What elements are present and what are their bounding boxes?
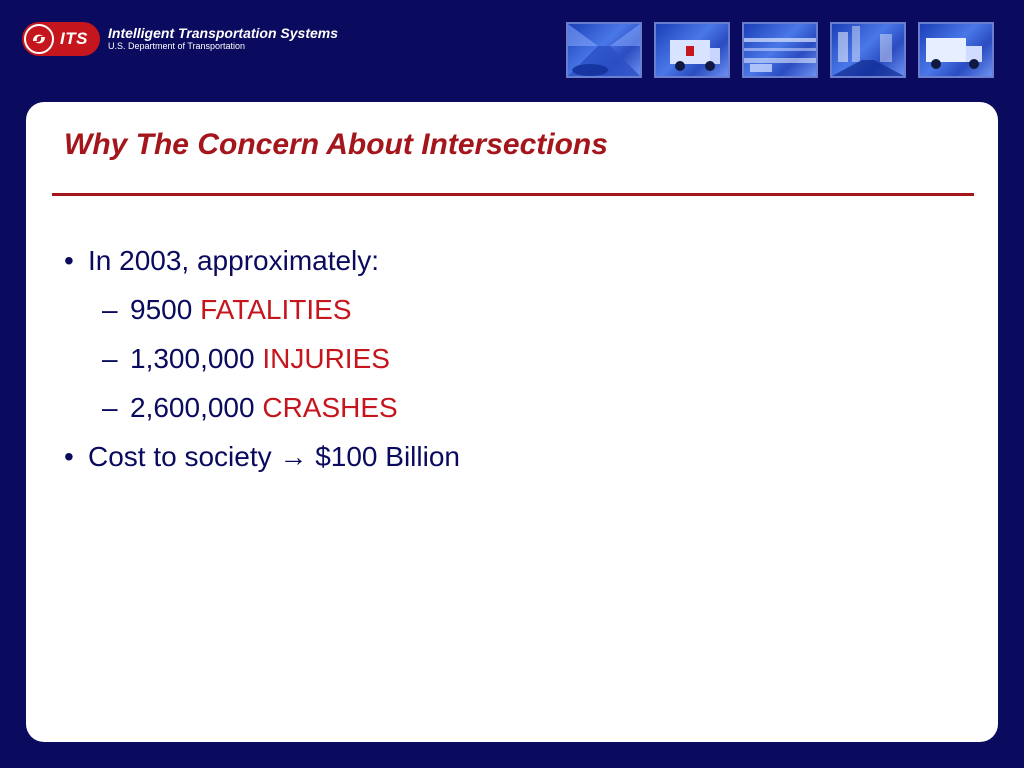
- bullet-marker: •: [64, 441, 74, 472]
- bullet-text: Cost to society: [88, 441, 272, 472]
- sub-bullet-item: [64, 334, 460, 383]
- content-panel: [26, 102, 998, 742]
- cost-value: $100 Billion: [315, 441, 460, 472]
- its-logo: [22, 22, 338, 56]
- logo-badge: [22, 22, 100, 56]
- header-thumbnails: [566, 22, 994, 78]
- bullet-marker: •: [64, 245, 74, 276]
- sub-bullet-item: [64, 383, 460, 432]
- bullet-item: [64, 236, 460, 285]
- bullet-list: [64, 236, 460, 481]
- stat-label: FATALITIES: [200, 294, 352, 325]
- logo-text: ITS: [60, 29, 88, 48]
- org-dept: U.S. Department of Transportation: [108, 40, 246, 51]
- dash-marker: –: [102, 343, 118, 374]
- stat-label: CRASHES: [262, 392, 398, 423]
- dash-marker: –: [102, 294, 118, 325]
- org-block: [108, 26, 338, 51]
- dot-swirl-icon: [24, 24, 54, 54]
- arrow-icon: →: [279, 441, 308, 472]
- sub-bullet-item: [64, 285, 460, 334]
- truck-icon: [918, 22, 994, 78]
- stat-number: 1,300,000: [130, 343, 255, 374]
- slide-title: Why The Concern About Intersections: [64, 128, 608, 161]
- org-name: Intelligent Transportation Systems: [108, 25, 339, 42]
- city-night-icon: [830, 22, 906, 78]
- traffic-blur-icon: [742, 22, 818, 78]
- title-divider: [52, 193, 974, 196]
- stat-label: INJURIES: [262, 343, 390, 374]
- dash-marker: –: [102, 392, 118, 423]
- bullet-item: [64, 432, 460, 481]
- tunnel-road-icon: [566, 22, 642, 78]
- stat-number: 9500: [130, 294, 193, 325]
- stat-number: 2,600,000: [130, 392, 255, 423]
- bullet-text: In 2003, approximately:: [88, 245, 380, 276]
- ambulance-icon: [654, 22, 730, 78]
